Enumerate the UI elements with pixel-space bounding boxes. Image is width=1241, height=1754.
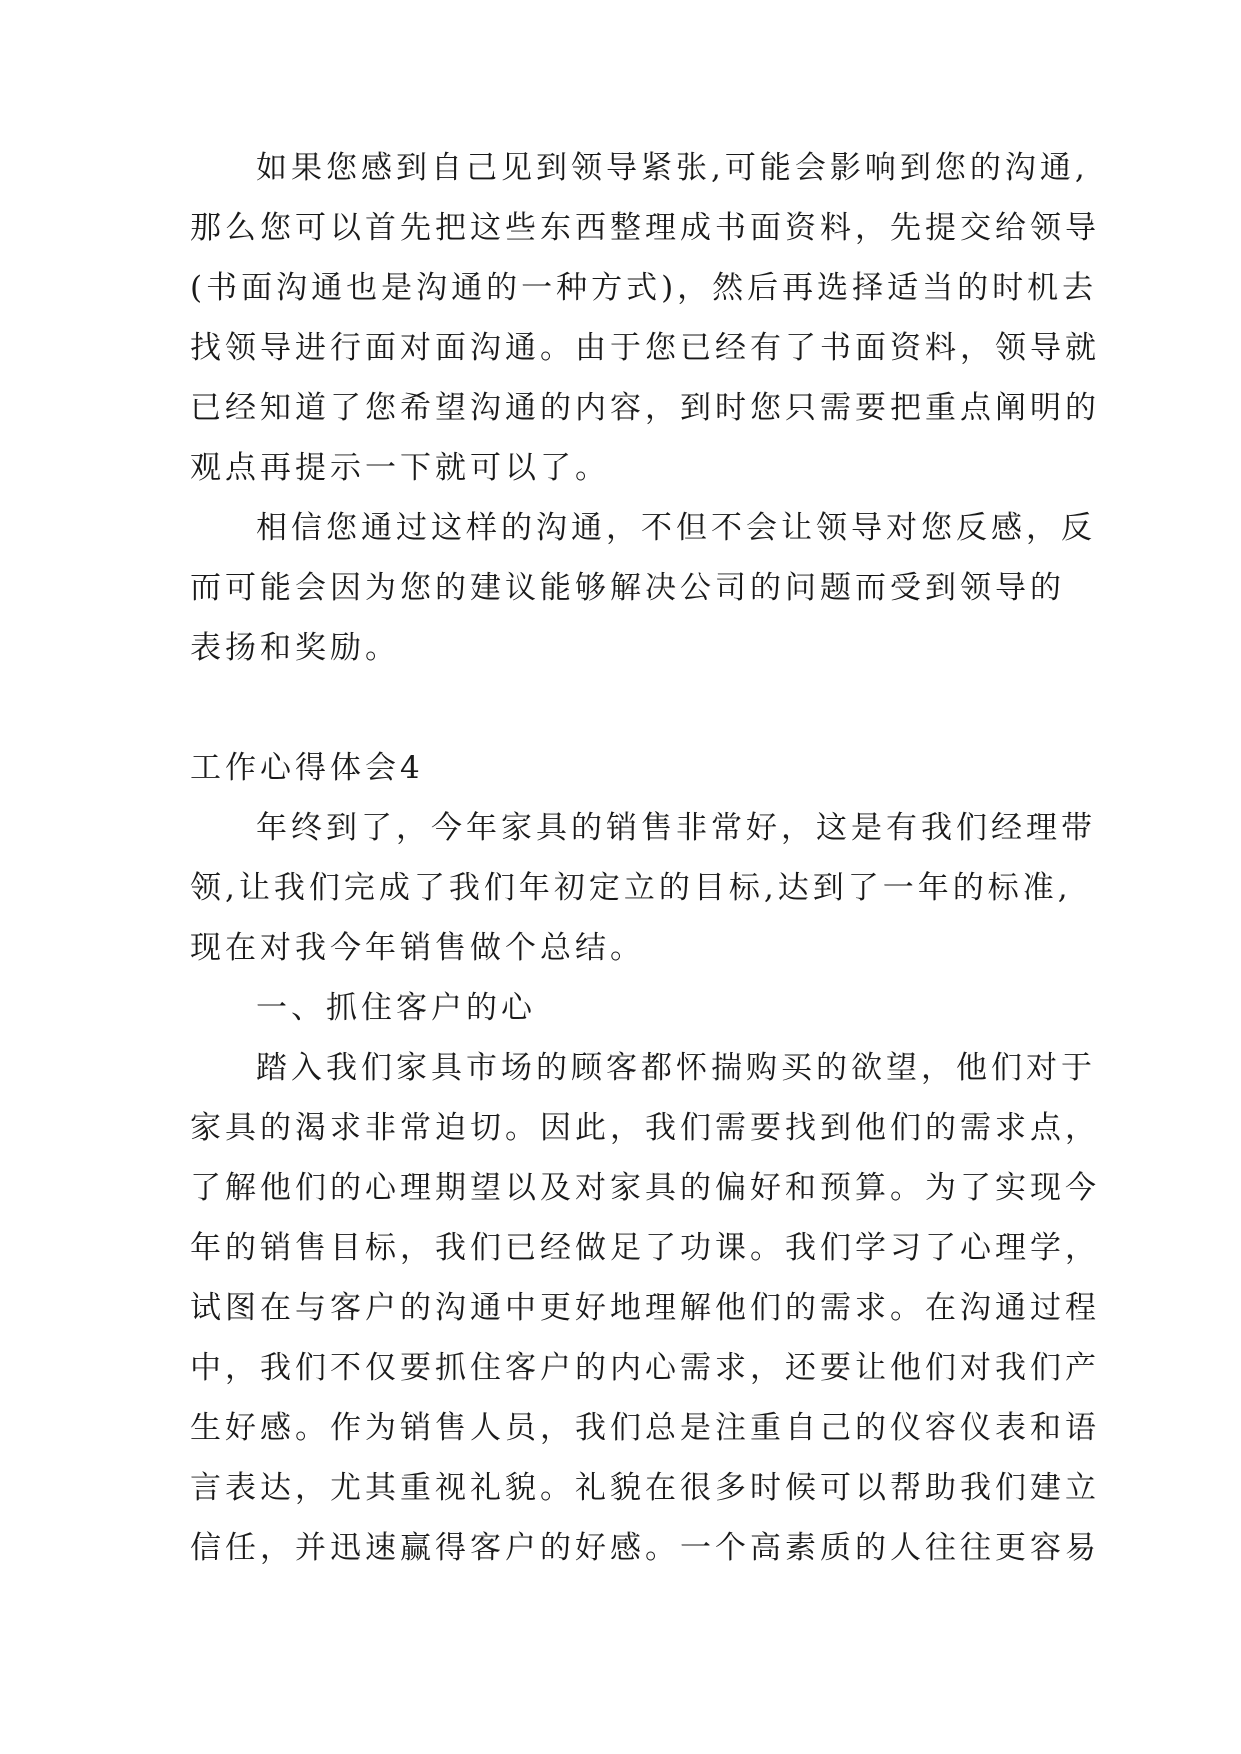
paragraph-line: 年终到了，今年家具的销售非常好，这是有我们经理带 — [256, 810, 1096, 846]
paragraph-line: 踏入我们家具市场的顾客都怀揣购买的欲望，他们对于 — [256, 1050, 1096, 1086]
paragraph-line: 相信您通过这样的沟通，不但不会让领导对您反感，反 — [256, 510, 1096, 546]
paragraph-line: 试图在与客户的沟通中更好地理解他们的需求。在沟通过程 — [190, 1290, 1100, 1326]
paragraph-line: 了解他们的心理期望以及对家具的偏好和预算。为了实现今 — [190, 1170, 1100, 1206]
paragraph-line: 如果您感到自己见到领导紧张,可能会影响到您的沟通, — [256, 150, 1089, 186]
paragraph-line: (书面沟通也是沟通的一种方式)，然后再选择适当的时机去 — [190, 270, 1098, 306]
subheading: 一、抓住客户的心 — [256, 990, 536, 1026]
section-title: 工作心得体会4 — [190, 750, 424, 786]
paragraph-line: 言表达，尤其重视礼貌。礼貌在很多时候可以帮助我们建立 — [190, 1470, 1100, 1506]
paragraph-line: 观点再提示一下就可以了。 — [190, 450, 610, 486]
paragraph-line: 年的销售目标，我们已经做足了功课。我们学习了心理学， — [190, 1230, 1100, 1266]
paragraph-line: 找领导进行面对面沟通。由于您已经有了书面资料，领导就 — [190, 330, 1100, 366]
paragraph-line: 现在对我今年销售做个总结。 — [190, 930, 645, 966]
paragraph-line: 而可能会因为您的建议能够解决公司的问题而受到领导的 — [190, 570, 1065, 606]
paragraph-line: 那么您可以首先把这些东西整理成书面资料，先提交给领导 — [190, 210, 1100, 246]
paragraph-line: 领,让我们完成了我们年初定立的目标,达到了一年的标准, — [190, 870, 1072, 906]
paragraph-line: 已经知道了您希望沟通的内容，到时您只需要把重点阐明的 — [190, 390, 1100, 426]
paragraph-line: 生好感。作为销售人员，我们总是注重自己的仪容仪表和语 — [190, 1410, 1100, 1446]
paragraph-line: 中，我们不仅要抓住客户的内心需求，还要让他们对我们产 — [190, 1350, 1100, 1386]
paragraph-line: 表扬和奖励。 — [190, 630, 400, 666]
paragraph-line: 家具的渴求非常迫切。因此，我们需要找到他们的需求点， — [190, 1110, 1100, 1146]
paragraph-line: 信任，并迅速赢得客户的好感。一个高素质的人往往更容易 — [190, 1530, 1100, 1566]
